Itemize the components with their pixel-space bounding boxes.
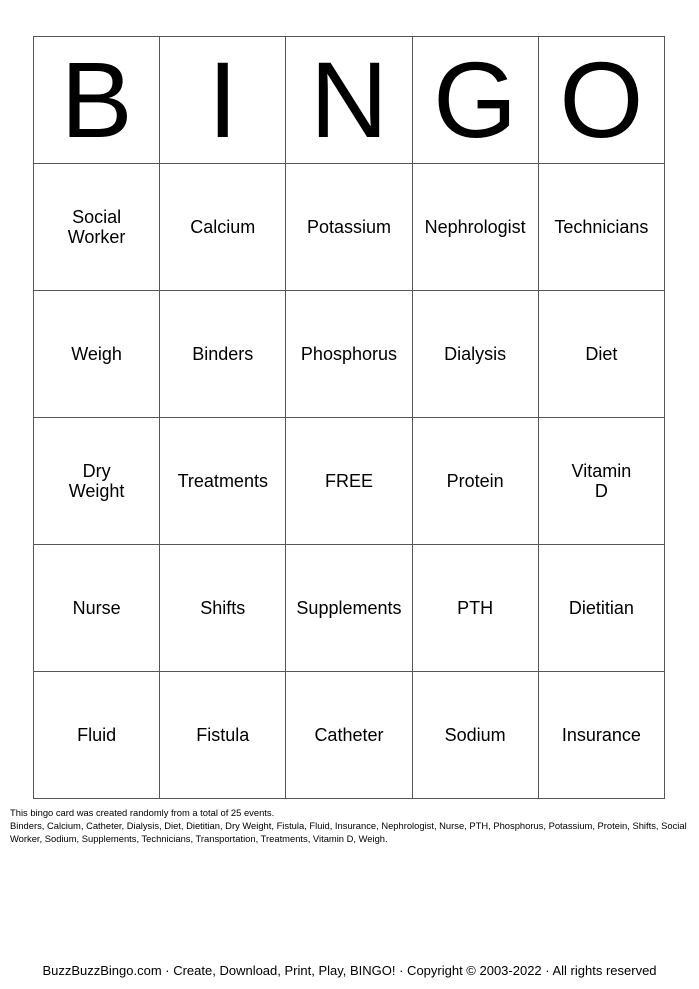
header-letter-n: N — [286, 37, 412, 164]
bingo-cell — [34, 672, 160, 799]
bingo-cell — [34, 164, 160, 291]
bingo-cell — [286, 545, 412, 672]
bingo-row-5 — [34, 672, 665, 799]
card-summary-text: This bingo card was created randomly from a total of 25 events. — [10, 807, 275, 818]
cell-label: Binders — [192, 344, 254, 364]
bingo-cell — [160, 545, 286, 672]
bingo-cell — [412, 418, 538, 545]
bingo-cell — [538, 291, 664, 418]
bingo-cell — [538, 545, 664, 672]
bingo-cell — [160, 164, 286, 291]
bingo-cell — [412, 291, 538, 418]
header-letter-i: I — [160, 37, 286, 164]
free-space-label: FREE — [324, 471, 373, 491]
bingo-cell — [160, 291, 286, 418]
bingo-row-1 — [34, 164, 665, 291]
cell-label: Weigh — [71, 344, 122, 364]
cell-label: PTH — [457, 598, 494, 618]
bingo-row-3 — [34, 418, 665, 545]
card-notes — [10, 806, 692, 845]
cell-label: Sodium — [444, 725, 506, 745]
bingo-cell — [34, 291, 160, 418]
bingo-cell — [34, 418, 160, 545]
header-row — [34, 37, 665, 164]
bingo-cell — [412, 164, 538, 291]
bingo-cell — [160, 672, 286, 799]
cell-label: Diet — [585, 344, 618, 364]
cell-label: Fluid — [77, 725, 117, 745]
header-letter-g: G — [412, 37, 538, 164]
cell-label: Vitamin D — [571, 461, 632, 501]
bingo-cell — [34, 545, 160, 672]
cell-label: Phosphorus — [300, 344, 397, 364]
bingo-row-4 — [34, 545, 665, 672]
cell-label: Dietitian — [568, 598, 634, 618]
bingo-card — [33, 36, 665, 799]
cell-label: Catheter — [314, 725, 384, 745]
cell-label: Nurse — [72, 598, 121, 618]
event-list-text: Binders, Calcium, Catheter, Dialysis, Diet, Dietitian, Dry Weight, Fistula, Fluid, Insurance, Nephrologist, Nurse, PTH, Phosphorus, Potassium, Protein, Shifts, Social Worker, Sodium, Supplements, Technicians, Transportation, Treatments, Vitamin D, Weigh. — [10, 820, 687, 844]
cell-label: Dialysis — [444, 344, 507, 364]
cell-label: Dry Weight — [68, 461, 125, 501]
free-space-cell — [286, 418, 412, 545]
cell-label: Potassium — [306, 217, 391, 237]
bingo-cell — [412, 672, 538, 799]
cell-label: Shifts — [200, 598, 246, 618]
cell-label: Protein — [446, 471, 504, 491]
cell-label: Calcium — [190, 217, 256, 237]
cell-label: Technicians — [554, 217, 649, 237]
header-letter-b: B — [34, 37, 160, 164]
bingo-cell — [538, 164, 664, 291]
cell-label: Insurance — [561, 725, 641, 745]
cell-label: Fistula — [196, 725, 250, 745]
site-footer: BuzzBuzzBingo.com · Create, Download, Print, Play, BINGO! · Copyright © 2003-2022 · All rights reserved — [42, 963, 657, 978]
bingo-cell — [286, 672, 412, 799]
bingo-cell — [412, 545, 538, 672]
bingo-row-2 — [34, 291, 665, 418]
bingo-cell — [286, 291, 412, 418]
cell-label: Treatments — [177, 471, 268, 491]
cell-label: Nephrologist — [424, 217, 526, 237]
bingo-cell — [286, 164, 412, 291]
bingo-cell — [160, 418, 286, 545]
header-letter-o: O — [538, 37, 664, 164]
cell-label: Social Worker — [67, 207, 126, 247]
cell-label: Supplements — [296, 598, 402, 618]
bingo-cell — [538, 418, 664, 545]
bingo-cell — [538, 672, 664, 799]
